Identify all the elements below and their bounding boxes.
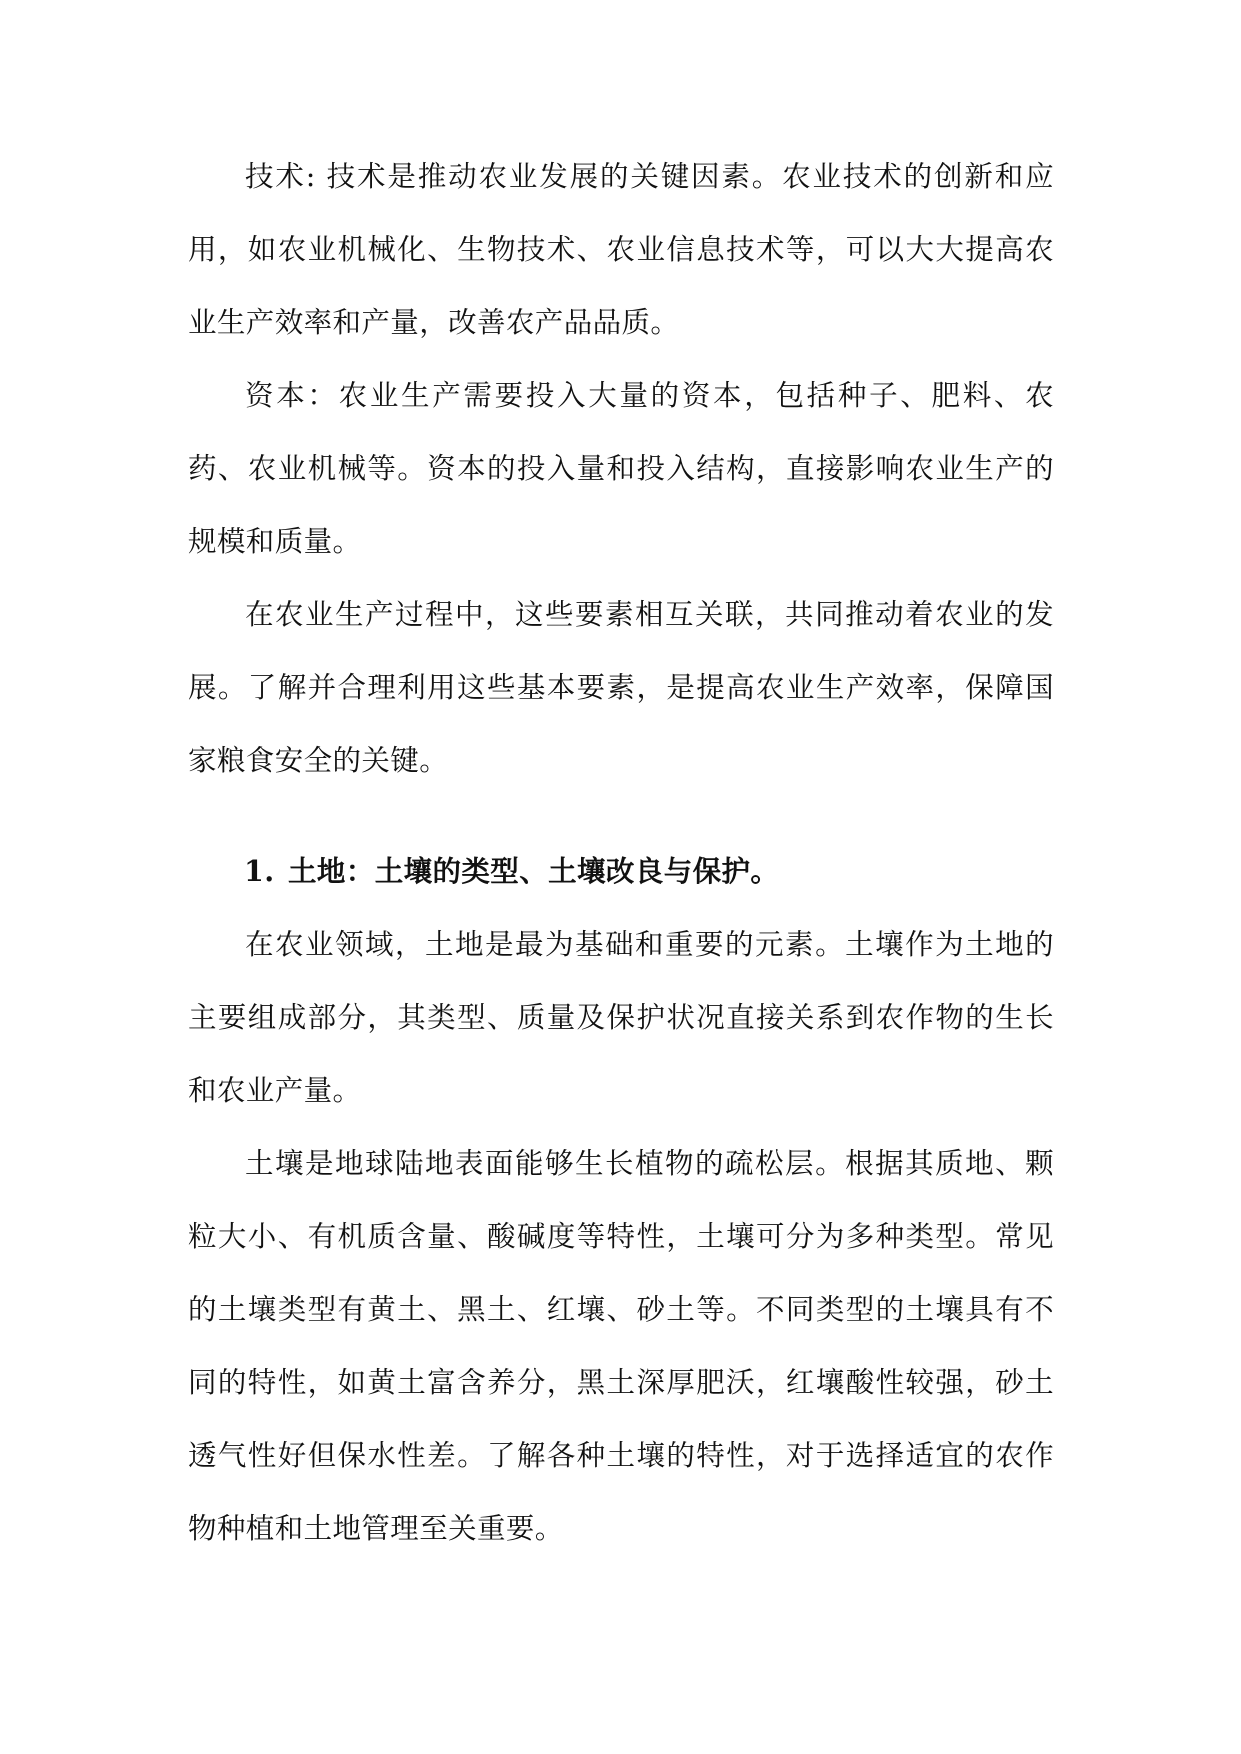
section-number: 1. xyxy=(244,854,275,888)
section-title: 土地：土壤的类型、土壤改良与保护。 xyxy=(288,854,780,888)
section-heading-land xyxy=(188,835,1054,908)
paragraph-land-intro: 在农业领域，土地是最为基础和重要的元素。土壤作为土地的主要组成部分，其类型、质量及保护状况直接关系到农作物的生长和农业产量。 xyxy=(188,928,1054,1107)
paragraph-soil-types: 土壤是地球陆地表面能够生长植物的疏松层。根据其质地、颗粒大小、有机质含量、酸碱度等特性，土壤可分为多种类型。常见的土壤类型有黄土、黑土、红壤、砂土等。不同类型的土壤具有不同的特性，如黄土富含养分，黑土深厚肥沃，红壤酸性较强，砂土透气性好但保水性差。了解各种土壤的特性，对于选择适宜的农作物种植和土地管理至关重要。 xyxy=(188,1147,1054,1545)
paragraph-technology: 技术: 技术是推动农业发展的关键因素。农业技术的创新和应用，如农业机械化、生物技术、农业信息技术等，可以大大提高农业生产效率和产量，改善农产品品质。 xyxy=(188,160,1054,339)
paragraph-capital: 资本：农业生产需要投入大量的资本，包括种子、肥料、农药、农业机械等。资本的投入量和投入结构，直接影响农业生产的规模和质量。 xyxy=(188,379,1054,558)
document-body xyxy=(188,140,1054,1565)
paragraph-summary: 在农业生产过程中，这些要素相互关联，共同推动着农业的发展。了解并合理利用这些基本要素，是提高农业生产效率，保障国家粮食安全的关键。 xyxy=(188,598,1054,777)
